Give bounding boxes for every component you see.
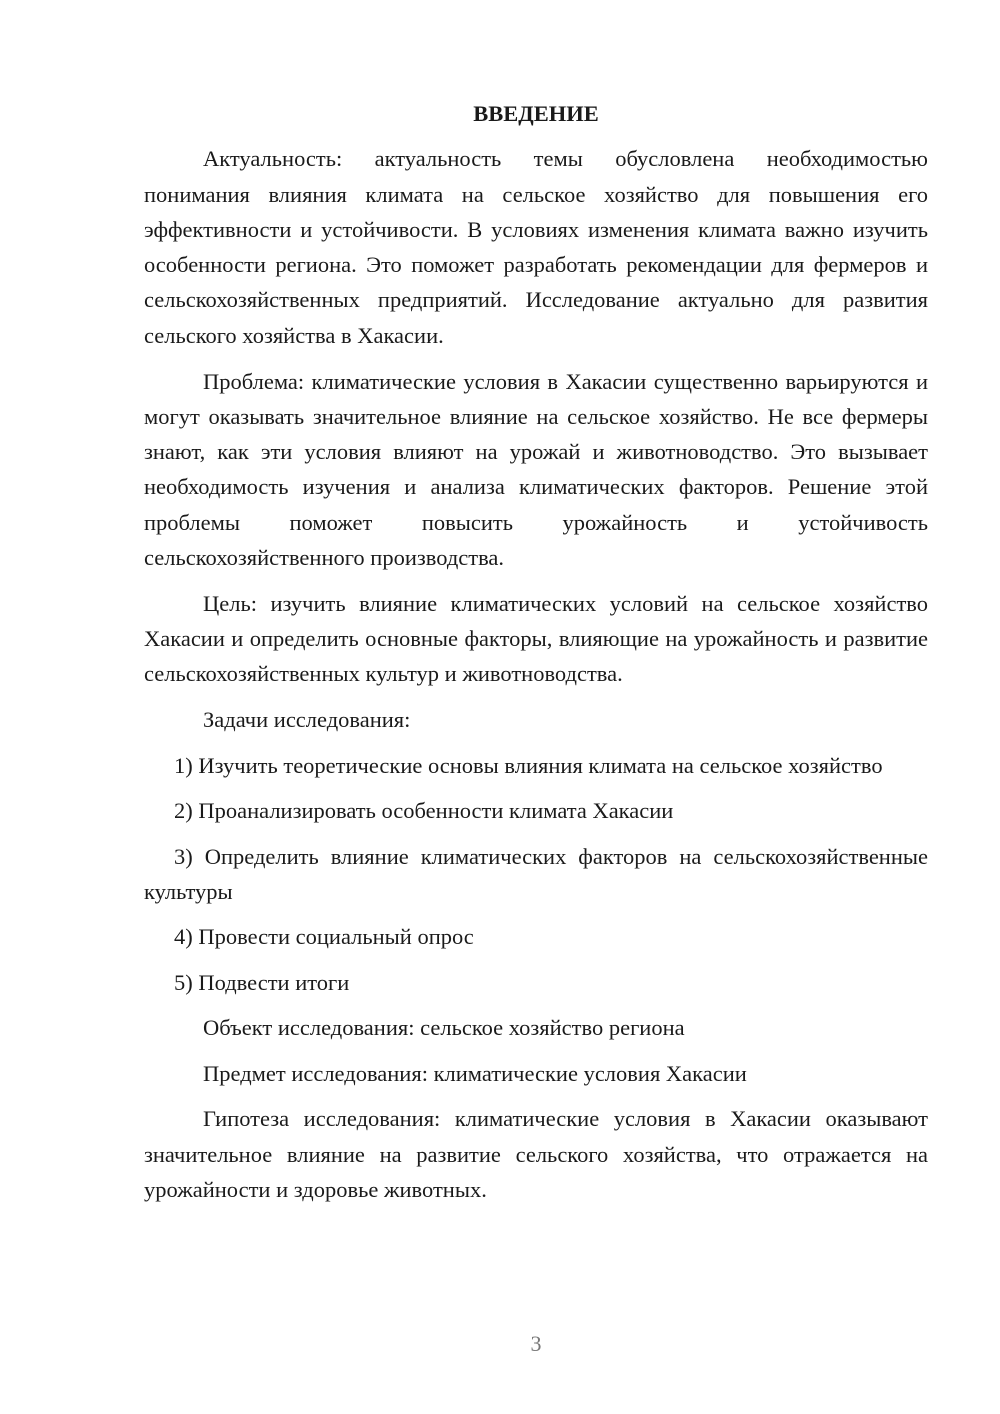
relevance-paragraph: Актуальность: актуальность темы обусловлена необходимостью понимания влияния климата на сельское хозяйство для повышения его эффективности и устойчивости. В условиях изменения климата важно изучить особенности региона. Это поможет разработать рекомендации для фермеров и сельскохозяйственных предприятий. Исследование актуально для развития сельского хозяйства в Хакасии. (144, 146, 928, 348)
page-content (144, 96, 928, 1218)
goal-paragraph: Цель: изучить влияние климатических условий на сельское хозяйство Хакасии и определить основные факторы, влияющие на урожайность и развитие сельскохозяйственных культур и животноводства. (144, 590, 928, 687)
research-subject-paragraph: Предмет исследования: климатические условия Хакасии (203, 1060, 747, 1086)
task-item: 1) Изучить теоретические основы влияния климата на сельское хозяйство (174, 753, 883, 779)
task-item: 4) Провести социальный опрос (174, 924, 474, 950)
task-item: 5) Подвести итоги (174, 969, 350, 995)
research-object-paragraph: Объект исследования: сельское хозяйство региона (203, 1014, 685, 1040)
page-number: 3 (530, 1331, 542, 1356)
task-item: 2) Проанализировать особенности климата Хакасии (174, 798, 674, 824)
problem-paragraph: Проблема: климатические условия в Хакасии существенно варьируются и могут оказывать значительное влияние на сельское хозяйство. Не все фермеры знают, как эти условия влияют на урожай и животноводство. Это вызывает необходимость изучения и анализа климатических факторов. Решение этой проблемы поможет повысить урожайность и устойчивость сельскохозяйственного производства. (144, 368, 928, 571)
tasks-heading: Задачи исследования: (203, 707, 411, 733)
hypothesis-paragraph: Гипотеза исследования: климатические условия в Хакасии оказывают значительное влияние на развитие сельского хозяйства, что отражается на урожайности и здоровье животных. (144, 1106, 928, 1203)
task-item: 3) Определить влияние климатических факторов на сельскохозяйственные культуры (144, 843, 928, 904)
section-title: ВВЕДЕНИЕ (473, 101, 599, 126)
tasks-list (144, 748, 928, 1000)
